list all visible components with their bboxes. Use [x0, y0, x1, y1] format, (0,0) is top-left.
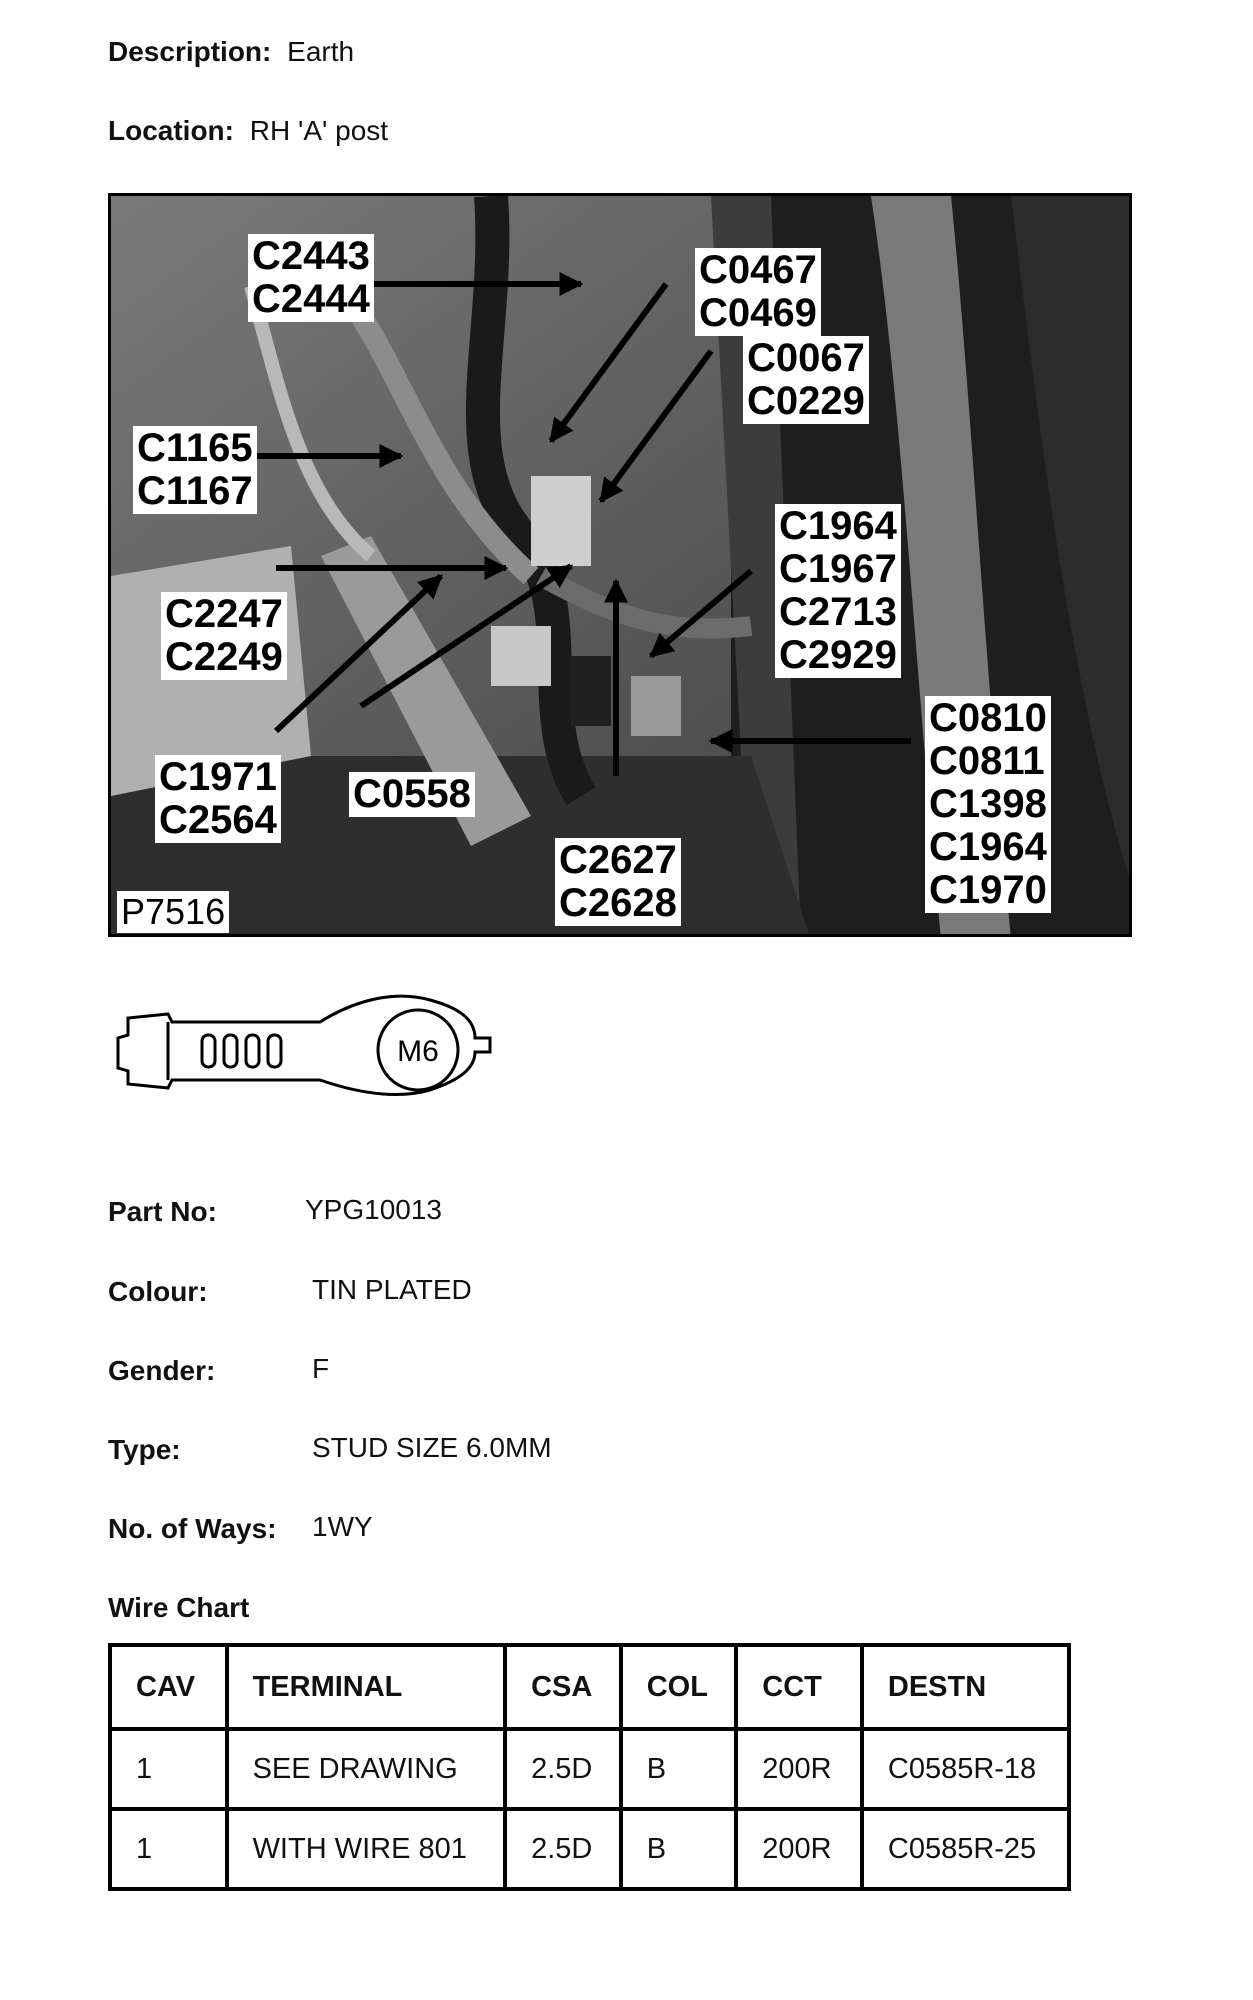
cell-cct: 200R — [736, 1729, 862, 1809]
cell-destn: C0585R-18 — [862, 1729, 1069, 1809]
table-row — [110, 1729, 1069, 1809]
part-no-label: Part No: — [108, 1196, 217, 1227]
callout-c0067-c0229: C0067 C0229 — [743, 336, 869, 424]
callout-c2443-c2444: C2443 C2444 — [248, 234, 374, 322]
callout-c0467-c0469: C0467 C0469 — [695, 248, 821, 336]
callout-c0810-c1970: C0810 C0811 C1398 C1964 C1970 — [925, 696, 1051, 913]
no-of-ways-value: 1WY — [312, 1511, 373, 1542]
cell-cav: 1 — [110, 1729, 227, 1809]
header-col: COL — [621, 1645, 737, 1729]
callout-c2627-c2628: C2627 C2628 — [555, 838, 681, 926]
wire-chart-title: Wire Chart — [108, 1592, 250, 1623]
cell-col: B — [621, 1809, 737, 1889]
location-field — [108, 115, 388, 147]
wire-chart-table — [108, 1643, 1071, 1891]
cell-terminal: SEE DRAWING — [227, 1729, 506, 1809]
part-no-value: YPG10013 — [305, 1194, 442, 1225]
cell-destn: C0585R-25 — [862, 1809, 1069, 1889]
header-destn: DESTN — [862, 1645, 1069, 1729]
header-cct: CCT — [736, 1645, 862, 1729]
gender-value: F — [312, 1353, 330, 1384]
cell-cav: 1 — [110, 1809, 227, 1889]
callout-c2247-c2249: C2247 C2249 — [161, 592, 287, 680]
header-terminal: TERMINAL — [227, 1645, 506, 1729]
table-row — [110, 1809, 1069, 1889]
colour-label: Colour: — [108, 1276, 208, 1307]
callout-c1964-c2929: C1964 C1967 C2713 C2929 — [775, 504, 901, 678]
stud-label: M6 — [397, 1035, 439, 1068]
cell-cct: 200R — [736, 1809, 862, 1889]
colour-value: TIN PLATED — [312, 1274, 472, 1305]
description-value: Earth — [287, 36, 355, 67]
header-csa: CSA — [505, 1645, 621, 1729]
cell-col: B — [621, 1729, 737, 1809]
location-value: RH 'A' post — [249, 115, 389, 146]
ring-terminal-drawing — [110, 980, 510, 1120]
description-field — [108, 36, 354, 68]
location-label: Location: — [108, 115, 234, 146]
table-header-row — [110, 1645, 1069, 1729]
header-cav: CAV — [110, 1645, 227, 1729]
callout-c1165-c1167: C1165 C1167 — [133, 426, 257, 514]
no-of-ways-label: No. of Ways: — [108, 1513, 277, 1544]
description-label: Description: — [108, 36, 272, 67]
cell-csa: 2.5D — [505, 1809, 621, 1889]
callout-c1971-c2564: C1971 C2564 — [155, 755, 281, 843]
callout-c0558: C0558 — [349, 772, 475, 817]
photo-id: P7516 — [117, 891, 229, 933]
cell-csa: 2.5D — [505, 1729, 621, 1809]
type-value: STUD SIZE 6.0MM — [312, 1432, 552, 1463]
connector-location-photo — [108, 193, 1132, 937]
cell-terminal: WITH WIRE 801 — [227, 1809, 506, 1889]
type-label: Type: — [108, 1434, 181, 1465]
gender-label: Gender: — [108, 1355, 216, 1386]
